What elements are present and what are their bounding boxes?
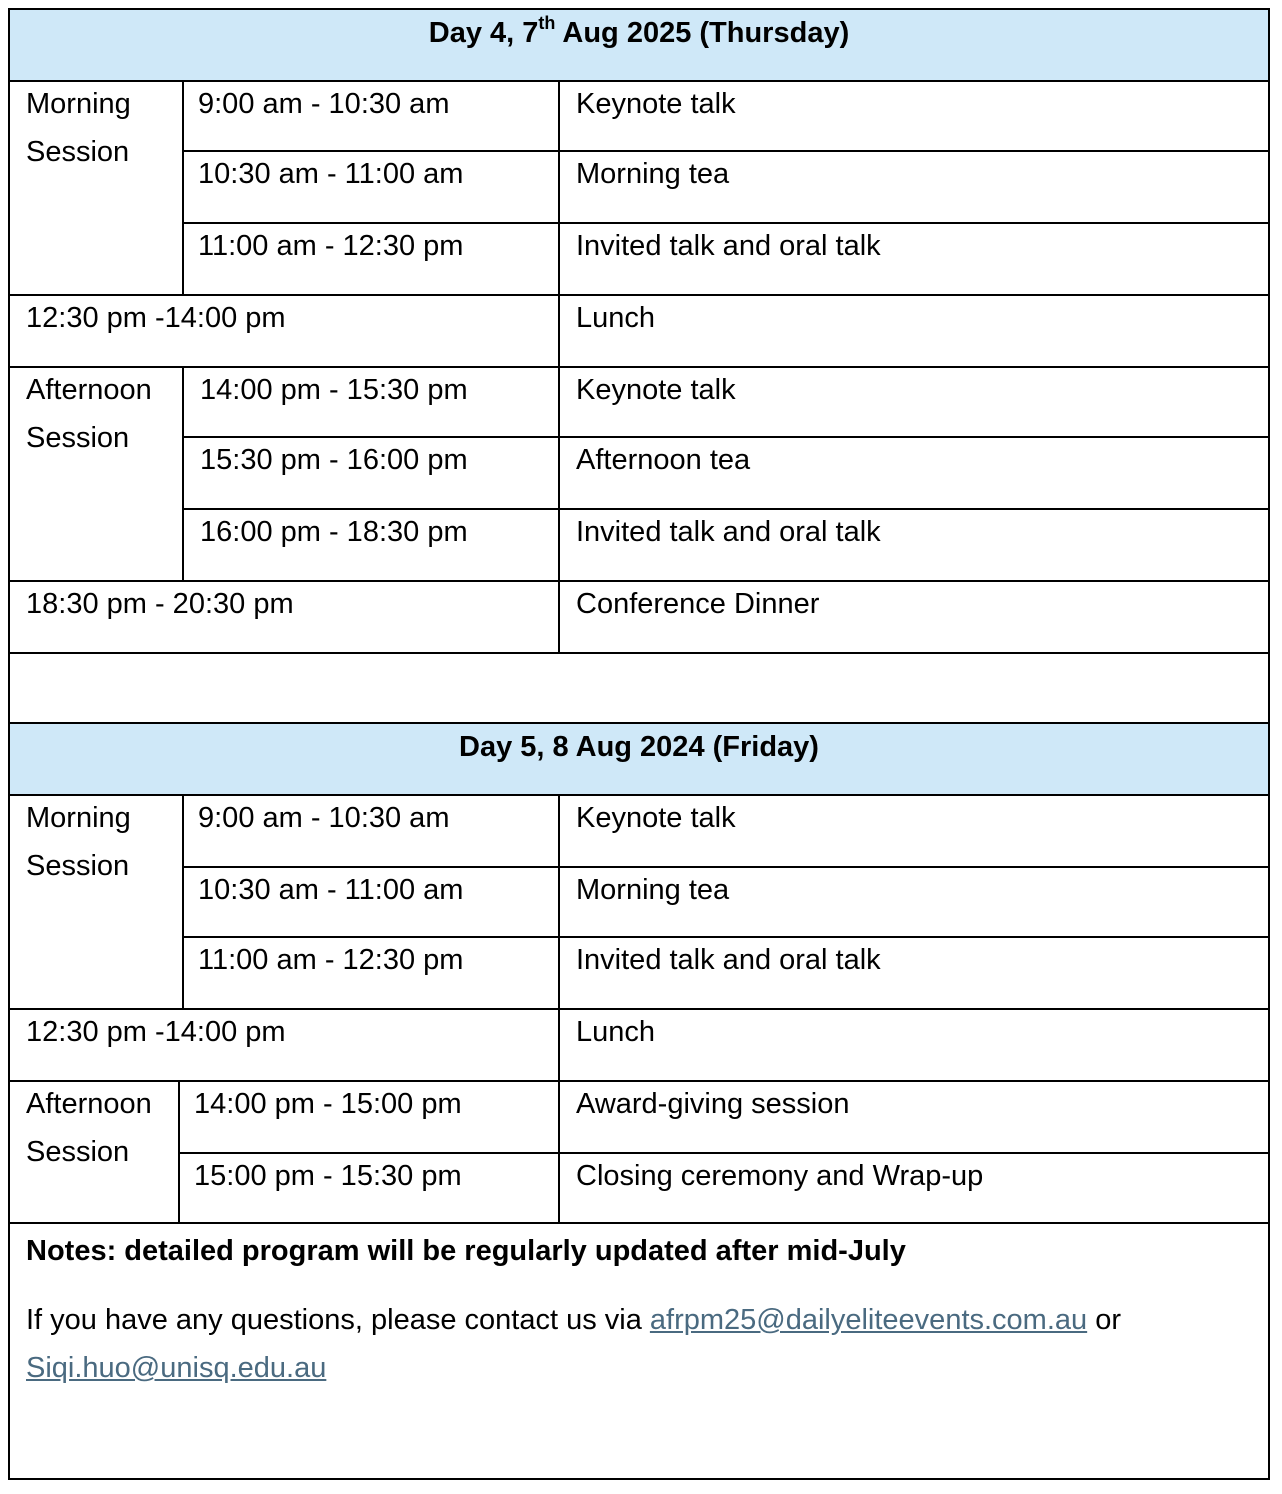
day5-morning-event-3: Invited talk and oral talk (576, 944, 881, 976)
day5-afternoon-time-2: 15:00 pm - 15:30 pm (194, 1160, 462, 1192)
day5-morning-time-3: 11:00 am - 12:30 pm (198, 944, 464, 976)
day4-afternoon-time-3: 16:00 pm - 18:30 pm (200, 516, 468, 548)
day4-morning-time-3: 11:00 am - 12:30 pm (198, 230, 464, 262)
day4-morning-event-1: Keynote talk (576, 88, 736, 120)
day4-morning-event-3: Invited talk and oral talk (576, 230, 881, 262)
day5-morning-session-label (26, 794, 131, 890)
day4-title-suffix: Aug 2025 (Thursday) (555, 17, 850, 49)
day4-header (10, 10, 1268, 80)
day4-afternoon-event-2: Afternoon tea (576, 444, 751, 476)
contact-or: or (1087, 1304, 1121, 1336)
session-label-line: Afternoon (26, 374, 152, 406)
schedule-table (8, 8, 1270, 1480)
day4-morning-event-2: Morning tea (576, 158, 730, 190)
day4-morning-time-1: 9:00 am - 10:30 am (198, 88, 450, 120)
day5-header (10, 724, 1268, 794)
session-label-line: Session (26, 422, 130, 454)
session-label-line: Session (26, 136, 130, 168)
session-label-line: Afternoon (26, 1088, 152, 1120)
day5-title: Day 5, 8 Aug 2024 (Friday) (459, 731, 819, 763)
email-link-1[interactable]: afrpm25@dailyeliteevents.com.au (649, 1304, 1088, 1336)
contact-text (26, 1296, 1256, 1392)
day5-lunch-time: 12:30 pm -14:00 pm (26, 1016, 286, 1048)
day5-morning-time-1: 9:00 am - 10:30 am (198, 802, 450, 834)
day4-dinner-time: 18:30 pm - 20:30 pm (26, 588, 294, 620)
day4-title-prefix: Day 4, 7 (428, 17, 539, 49)
notes-heading: Notes: detailed program will be regularly updated after mid-July (26, 1235, 906, 1267)
session-label-line: Morning (26, 802, 131, 834)
day4-afternoon-event-3: Invited talk and oral talk (576, 516, 881, 548)
day4-afternoon-time-1: 14:00 pm - 15:30 pm (200, 374, 468, 406)
day5-afternoon-time-1: 14:00 pm - 15:00 pm (194, 1088, 462, 1120)
day5-afternoon-event-1: Award-giving session (576, 1088, 850, 1120)
day5-lunch-event: Lunch (576, 1016, 656, 1048)
email-link-2[interactable]: Siqi.huo@unisq.edu.au (26, 1352, 327, 1384)
day4-afternoon-time-2: 15:30 pm - 16:00 pm (200, 444, 468, 476)
day5-morning-event-1: Keynote talk (576, 802, 736, 834)
session-label-line: Session (26, 1136, 130, 1168)
notes-section (26, 1228, 1256, 1392)
day4-lunch-time: 12:30 pm -14:00 pm (26, 302, 286, 334)
day5-afternoon-event-2: Closing ceremony and Wrap-up (576, 1160, 984, 1192)
day5-morning-event-2: Morning tea (576, 874, 730, 906)
day4-afternoon-event-1: Keynote talk (576, 374, 736, 406)
session-label-line: Morning (26, 88, 131, 120)
day5-morning-time-2: 10:30 am - 11:00 am (198, 874, 464, 906)
day5-afternoon-session-label (26, 1080, 152, 1176)
day4-afternoon-session-label (26, 366, 152, 462)
contact-prefix: If you have any questions, please contact us via (26, 1304, 650, 1336)
session-label-line: Session (26, 850, 130, 882)
day4-dinner-event: Conference Dinner (576, 588, 820, 620)
day4-morning-time-2: 10:30 am - 11:00 am (198, 158, 464, 190)
day4-lunch-event: Lunch (576, 302, 656, 334)
day4-morning-session-label (26, 80, 131, 176)
day4-title-sup: th (538, 13, 556, 34)
